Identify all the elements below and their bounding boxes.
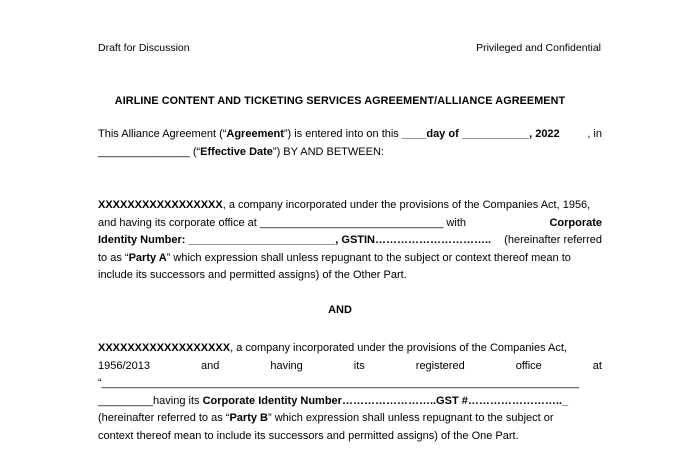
agreement-term: Agreement <box>226 128 284 140</box>
party-a-text: ” which expression shall unless repugnant to the subject or context thereof mean to <box>166 251 571 264</box>
party-a-line-4 <box>98 250 602 268</box>
party-b-word: its <box>353 359 365 372</box>
document-title: AIRLINE CONTENT AND TICKETING SERVICES AGREEMENT/ALLIANCE AGREEMENT <box>114 95 566 107</box>
corporate-term: Corporate <box>549 216 602 229</box>
intro-line-2 <box>98 144 602 162</box>
party-b-line-6: context thereof mean to include its successors and permitted assigns) of the One Part. <box>98 429 519 442</box>
party-b-text: _________having its <box>98 394 203 407</box>
party-a-paragraph <box>98 197 602 285</box>
party-b-text: , a company incorporated under the provisions of the Companies Act, <box>230 342 567 354</box>
cin-gst-blank: Corporate Identity Number……………………..GST #…………………….._ <box>202 394 569 407</box>
intro-text: This Alliance Agreement (“ <box>98 128 227 140</box>
intro-text: ”) BY AND BETWEEN: <box>272 145 384 158</box>
intro-line-1 <box>98 126 602 144</box>
party-b-text: ” which expression shall unless repugnant to the subject or <box>267 412 554 424</box>
party-a-text: to as “ <box>98 251 129 264</box>
party-a-text: and having its corporate office at ______________________________ with <box>98 216 466 229</box>
party-a-line-3 <box>98 232 602 250</box>
party-a-term: Party A <box>128 251 167 264</box>
cin-gstin-blank: Identity Number: ________________________, GSTIN………………………….. <box>98 234 492 246</box>
party-b-word: having <box>270 359 303 372</box>
party-b-word: at <box>592 359 602 372</box>
party-b-word: office <box>515 359 542 372</box>
party-a-line-2 <box>98 215 602 233</box>
party-a-line-1 <box>98 197 602 215</box>
date-blank: ____day of ___________, 2022 <box>401 128 560 140</box>
party-b-text: (hereinafter referred to as “ <box>98 412 230 424</box>
effective-date-term: Effective Date <box>200 145 273 158</box>
office-address-blank: “______________________________________________________________________________ <box>98 377 579 389</box>
party-a-name: XXXXXXXXXXXXXXXXX <box>98 199 223 211</box>
and-separator: AND <box>328 304 352 316</box>
party-b-word: 1956/2013 <box>98 359 150 372</box>
party-b-line-5 <box>98 410 602 428</box>
header-confidential-label: Privileged and Confidential <box>476 42 601 54</box>
party-b-name: XXXXXXXXXXXXXXXXXX <box>98 342 231 354</box>
intro-paragraph <box>98 126 602 161</box>
party-b-line-2 <box>98 358 602 376</box>
intro-text: ”) is entered into on this <box>283 128 402 140</box>
intro-text: , in <box>587 128 602 140</box>
party-b-term: Party B <box>229 412 268 424</box>
party-a-text: (hereinafter referred <box>504 234 602 246</box>
intro-text: _______________ (“ <box>98 145 201 158</box>
party-b-word: and <box>201 359 220 372</box>
party-a-line-5: include its successors and permitted assigns) of the Other Part. <box>98 269 407 281</box>
party-b-word: registered <box>415 359 465 372</box>
party-b-paragraph <box>98 340 602 445</box>
party-b-line-1 <box>98 340 602 358</box>
header-draft-label: Draft for Discussion <box>98 42 190 54</box>
party-b-line-4 <box>98 393 602 411</box>
party-a-text: , a company incorporated under the provisions of the Companies Act, 1956, <box>222 199 591 211</box>
